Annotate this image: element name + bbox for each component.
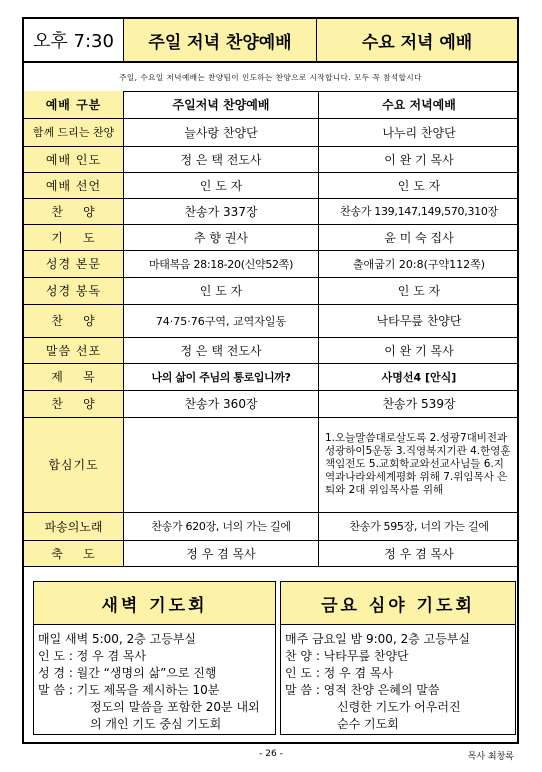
- wednesday-cell: 나누리 찬양단: [319, 118, 520, 146]
- friday-prayer-details: [280, 625, 516, 735]
- sunday-cell: 정 은 택 전도사: [124, 337, 319, 363]
- friday-prayer-title: 금요 심야 기도회: [280, 581, 516, 625]
- sunday-cell: 늘사랑 찬양단: [124, 118, 319, 146]
- sunday-cell: 추 향 권사: [124, 224, 319, 250]
- friday-prayer-line: 신령한 기도가 어우러진: [337, 700, 461, 714]
- wednesday-cell: 정 우 겸 목사: [319, 540, 520, 566]
- table-row: [24, 540, 519, 566]
- sunday-cell: 인 도 자: [124, 277, 319, 304]
- row-label: 찬 양: [24, 198, 124, 224]
- table-row: [24, 146, 519, 172]
- sunday-cell: [124, 417, 319, 512]
- row-label: 기 도: [24, 224, 124, 250]
- page-number: - 26 -: [259, 749, 283, 759]
- wednesday-cell: 출애굽기 20:8(구약112쪽): [319, 250, 520, 277]
- dawn-prayer-line: 매일 새벽 5:00, 2층 고등부실: [38, 632, 196, 646]
- table-row: [24, 417, 519, 512]
- bulletin-frame: [22, 17, 519, 744]
- sunday-service-title: 주일 저녁 찬양예배: [124, 19, 317, 63]
- row-label: 성경 본문: [24, 250, 124, 277]
- table-row: [24, 224, 519, 250]
- friday-prayer-line: 인 도 : 정 우 겸 목사: [285, 666, 394, 680]
- wednesday-cell: 찬송가 539장: [319, 390, 520, 417]
- row-label: 예배 구분: [24, 91, 124, 118]
- sunday-cell: 74·75·76구역, 교역자일동: [124, 304, 319, 337]
- table-row: [24, 337, 519, 363]
- table-row: [24, 198, 519, 224]
- dawn-prayer-line: 인 도 : 정 우 겸 목사: [38, 649, 147, 663]
- sunday-cell: 찬송가 360장: [124, 390, 319, 417]
- sermon-title: 사명선4 [안식]: [319, 363, 520, 390]
- table-row: [24, 277, 519, 304]
- wednesday-service-title: 수요 저녁 예배: [317, 19, 517, 63]
- row-label: 함께 드리는 찬양: [24, 118, 124, 146]
- table-row: [24, 512, 519, 540]
- row-label: 찬 양: [24, 304, 124, 337]
- sunday-cell: 인 도 자: [124, 172, 319, 198]
- wednesday-cell: 인 도 자: [319, 172, 520, 198]
- dawn-prayer-details: [33, 625, 276, 735]
- sunday-cell: 정 우 겸 목사: [124, 540, 319, 566]
- row-label: 합심기도: [24, 417, 124, 512]
- friday-prayer-line: 말 씀 : 영적 찬양 은혜의 말씀: [285, 683, 440, 697]
- notice-text: 주일, 수요일 저녁예배는 찬양팀이 인도하는 찬양으로 시작합니다. 모두 꼭 참석합시다: [24, 63, 517, 92]
- row-label: 성경 봉독: [24, 277, 124, 304]
- dawn-prayer-line: 의 개인 기도 중심 기도회: [90, 717, 222, 731]
- row-label: 파송의노래: [24, 512, 124, 540]
- friday-prayer-line: 순수 기도회: [337, 717, 399, 731]
- dawn-prayer-line: 성 경 : 월간 “생명의 삶”으로 진행: [38, 666, 217, 680]
- wednesday-cell: 이 완 기 목사: [319, 146, 520, 172]
- wednesday-cell: 윤 미 숙 집사: [319, 224, 520, 250]
- wednesday-cell: 인 도 자: [319, 277, 520, 304]
- wednesday-cell: 이 완 기 목사: [319, 337, 520, 363]
- wednesday-cell: 낙타무릎 찬양단: [319, 304, 520, 337]
- service-time: 오후 7:30: [24, 19, 124, 63]
- table-row: [24, 250, 519, 277]
- sunday-cell: 마태복음 28:18-20(신약52쪽): [124, 250, 319, 277]
- row-label: 찬 양: [24, 390, 124, 417]
- schedule-table: [24, 91, 519, 567]
- footer-author: 목사 최창록: [467, 752, 514, 762]
- row-label: 말씀 선포: [24, 337, 124, 363]
- dawn-prayer-title: 새벽 기도회: [33, 581, 276, 625]
- sunday-cell: 찬송가 620장, 너의 가는 길에: [124, 512, 319, 540]
- row-label: 제 목: [24, 363, 124, 390]
- sunday-cell: 찬송가 337장: [124, 198, 319, 224]
- wednesday-cell: 찬송가 595장, 너의 가는 길에: [319, 512, 520, 540]
- table-row: [24, 118, 519, 146]
- prayer-topics: 1.오늘말씀대로살도록 2.성광7대비전과 성광하이5운동 3.직영북지기관 4.한영훈책임전도 5.교회학교와선교사님들 6.지역과나라와세계평화 위해 7.위임목사 은퇴와 2대 위임목사를 위해: [319, 417, 520, 512]
- friday-prayer-line: 찬 양 : 낙타무릎 찬양단: [285, 649, 409, 663]
- table-row: [24, 172, 519, 198]
- dawn-prayer-line: 말 씀 : 기도 제목을 제시하는 10분: [38, 683, 220, 697]
- dawn-prayer-line: 정도의 말씀을 포함한 20분 내외: [90, 700, 260, 714]
- row-label: 축 도: [24, 540, 124, 566]
- friday-prayer-line: 매주 금요일 밤 9:00, 2층 고등부실: [285, 632, 470, 646]
- wednesday-cell: 수요 저녁예배: [319, 91, 520, 118]
- table-row: [24, 304, 519, 337]
- table-row: [24, 390, 519, 417]
- row-label: 예배 선언: [24, 172, 124, 198]
- wednesday-cell: 찬송가 139,147,149,570,310장: [319, 198, 520, 224]
- row-label: 예배 인도: [24, 146, 124, 172]
- sermon-title: 나의 삶이 주님의 통로입니까?: [124, 363, 319, 390]
- table-row: [24, 363, 519, 390]
- sunday-cell: 주일저녁 찬양예배: [124, 91, 319, 118]
- sunday-cell: 정 은 택 전도사: [124, 146, 319, 172]
- table-row: [24, 91, 519, 118]
